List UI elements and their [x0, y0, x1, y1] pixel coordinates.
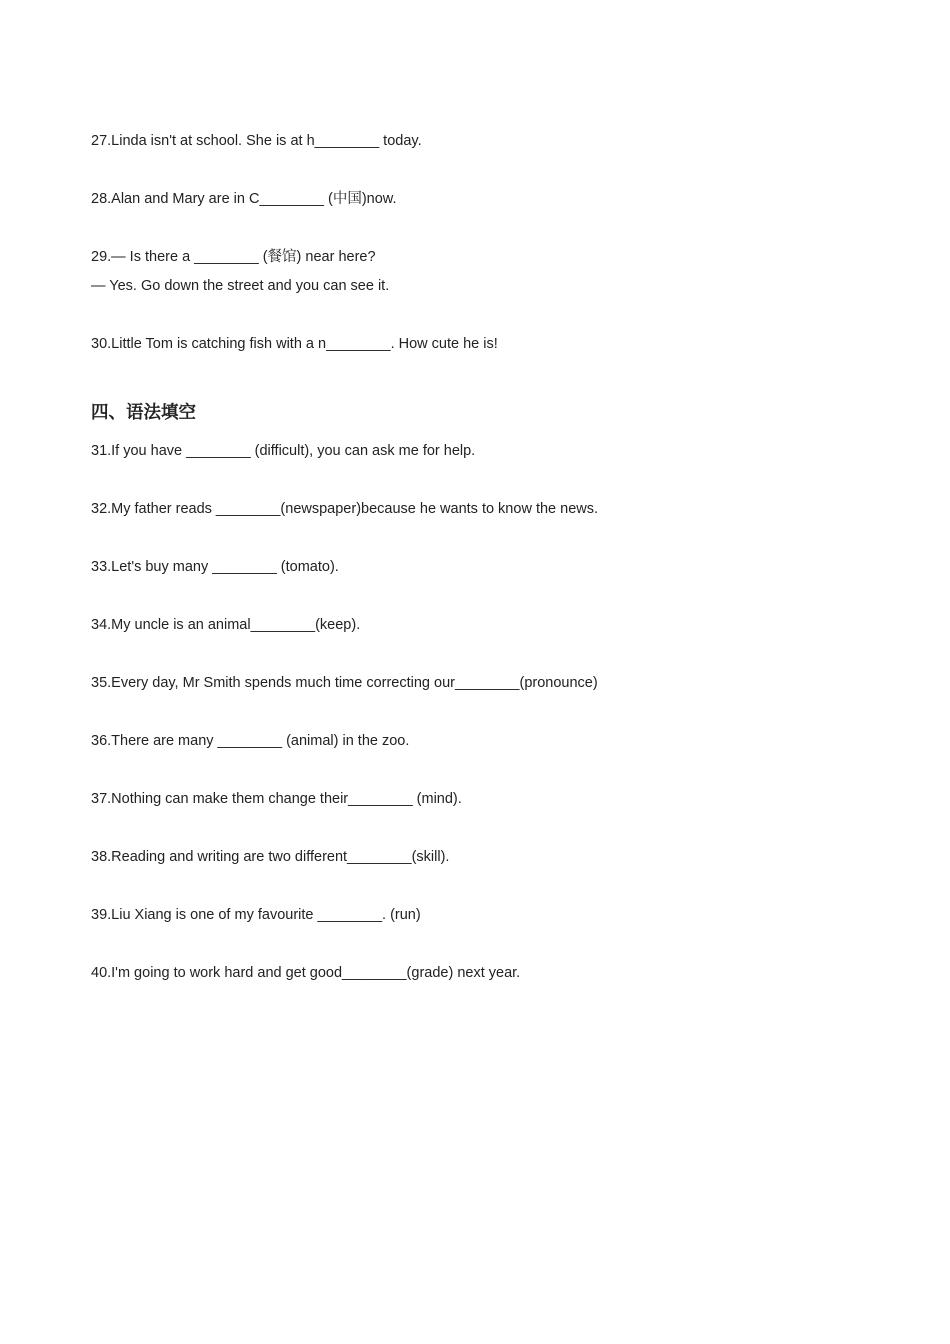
question-35: 35.Every day, Mr Smith spends much time correcting our________(pronounce)	[91, 675, 598, 691]
question-29-answer-line: — Yes. Go down the street and you can see it.	[91, 278, 390, 294]
question-38: 38.Reading and writing are two different________(skill).	[91, 849, 450, 865]
question-40: 40.I'm going to work hard and get good________(grade) next year.	[91, 965, 521, 981]
question-31: 31.If you have ________ (difficult), you can ask me for help.	[91, 443, 476, 459]
question-29: 29.— Is there a ________ (餐馆) near here?	[91, 249, 376, 265]
question-34: 34.My uncle is an animal________(keep).	[91, 617, 361, 633]
question-30: 30.Little Tom is catching fish with a n________. How cute he is!	[91, 336, 498, 352]
section-heading-grammar: 四、语法填空	[91, 403, 196, 423]
question-39: 39.Liu Xiang is one of my favourite ________. (run)	[91, 907, 421, 923]
question-37: 37.Nothing can make them change their________ (mind).	[91, 791, 462, 807]
question-27: 27.Linda isn't at school. She is at h________ today.	[91, 133, 422, 149]
question-32: 32.My father reads ________(newspaper)because he wants to know the news.	[91, 501, 599, 517]
question-36: 36.There are many ________ (animal) in the zoo.	[91, 733, 410, 749]
question-33: 33.Let's buy many ________ (tomato).	[91, 559, 339, 575]
question-28: 28.Alan and Mary are in C________ (中国)now.	[91, 191, 397, 207]
